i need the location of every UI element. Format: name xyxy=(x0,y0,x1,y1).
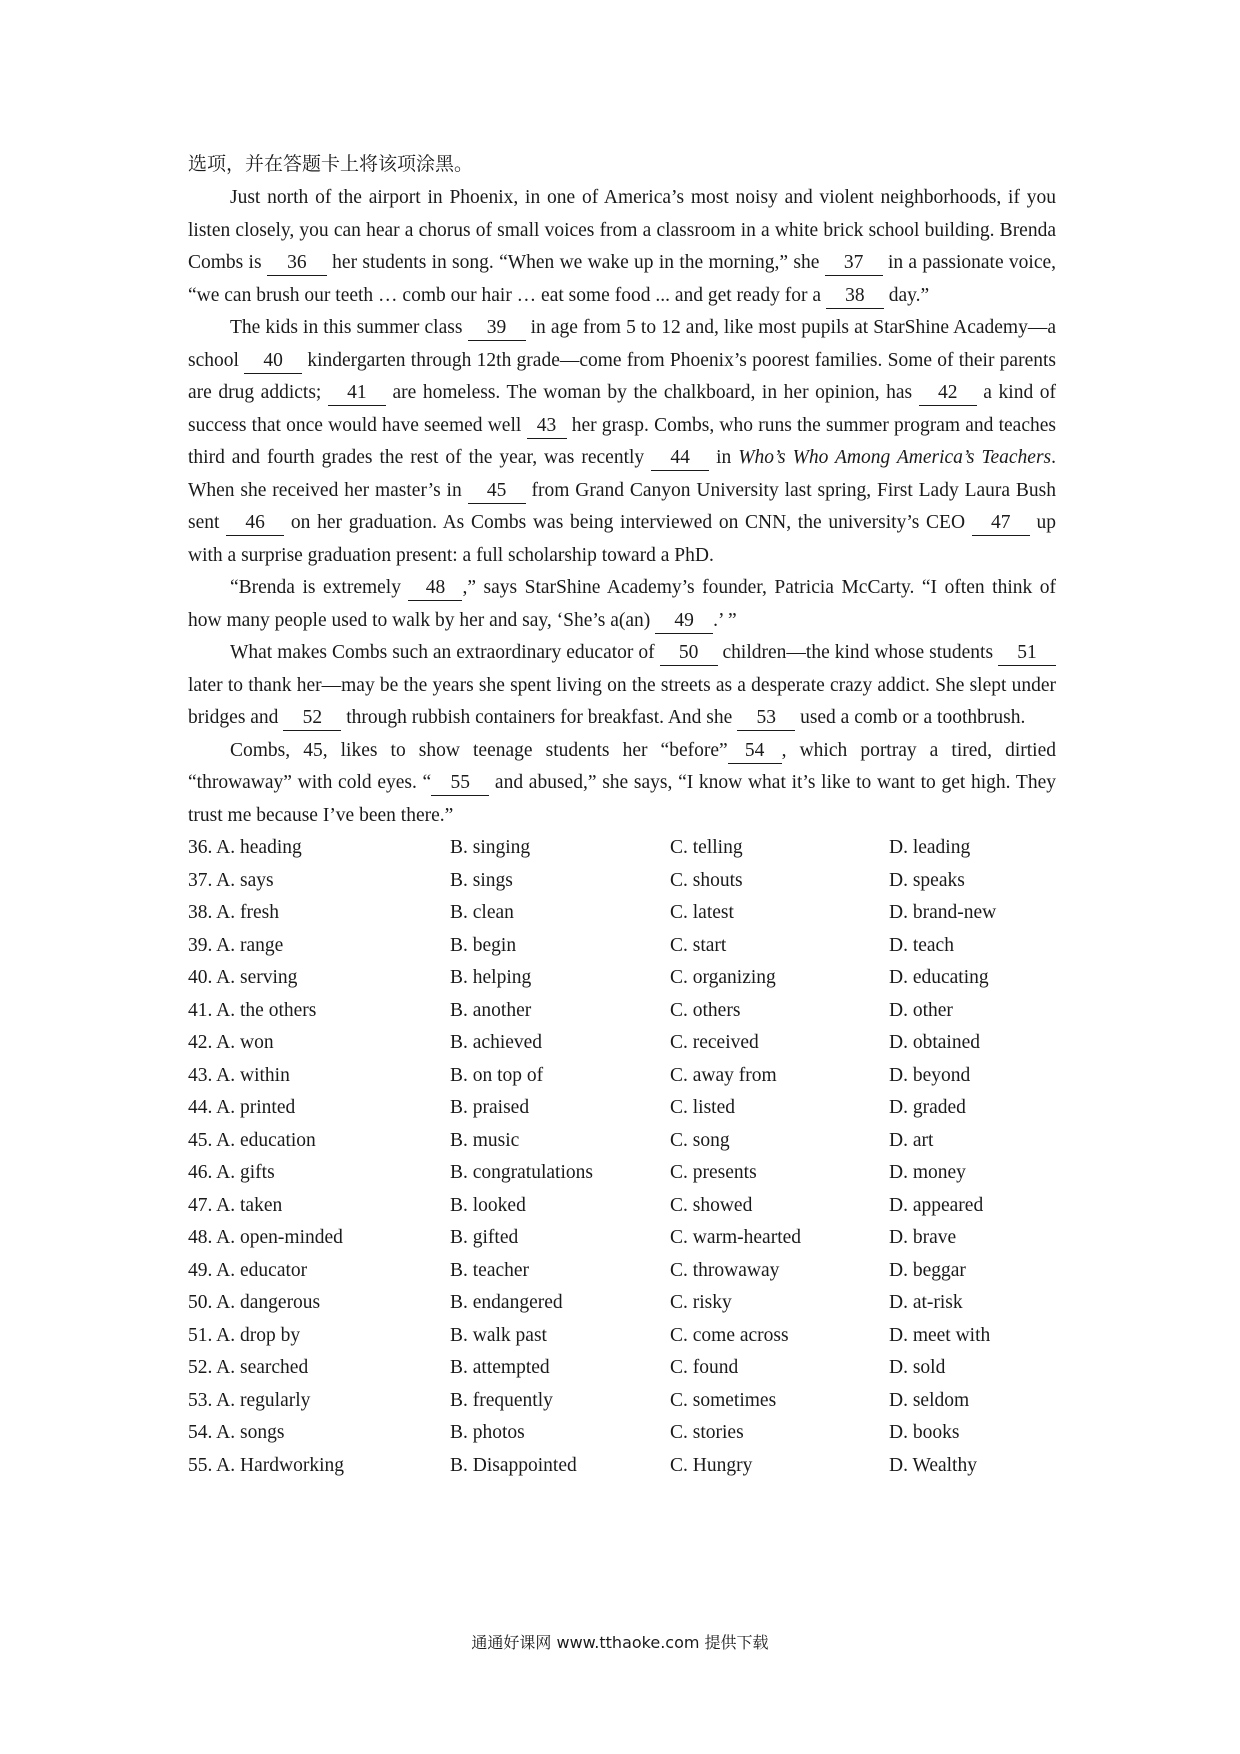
passage-text: and abused,” she says, “I know what it’s like to want to get high. They trust me because I’ve been there.” xyxy=(188,772,1056,826)
option-d: D. appeared xyxy=(889,1194,984,1216)
option-d: D. seldom xyxy=(889,1389,970,1411)
option-b: B. another xyxy=(450,999,532,1021)
option-a: 54. A. songs xyxy=(188,1422,285,1443)
option-b: B. music xyxy=(450,1129,520,1151)
blank-53: 53 xyxy=(737,706,795,731)
option-d: D. Wealthy xyxy=(889,1454,977,1476)
option-a: 49. A. educator xyxy=(188,1259,308,1281)
blank-37: 37 xyxy=(825,251,883,276)
option-c: C. start xyxy=(670,934,727,956)
blank-50: 50 xyxy=(660,641,718,666)
option-c: C. risky xyxy=(670,1292,732,1313)
passage-text: in xyxy=(709,447,739,468)
blank-39: 39 xyxy=(468,316,526,341)
option-d: D. graded xyxy=(889,1097,966,1118)
option-row xyxy=(188,1320,1056,1353)
option-d: D. brand-new xyxy=(889,902,997,923)
option-c: C. others xyxy=(670,999,741,1021)
option-b: B. endangered xyxy=(450,1292,563,1313)
option-c: C. organizing xyxy=(670,967,776,988)
option-a: 55. A. Hardworking xyxy=(188,1454,344,1476)
passage-text: day.” xyxy=(883,284,930,306)
option-d: D. money xyxy=(889,1162,966,1183)
option-b: B. teacher xyxy=(450,1259,530,1281)
passage-text: in a passionate voice, “we can brush our teeth … comb our hair … eat some food ... and get ready for a xyxy=(188,252,1057,306)
passage-paragraph-1 xyxy=(188,182,1056,312)
blank-43: 43 xyxy=(527,414,567,439)
passage-text: children—the kind whose students xyxy=(717,642,998,663)
option-a: 48. A. open-minded xyxy=(188,1227,343,1248)
option-a: 52. A. searched xyxy=(188,1357,309,1378)
option-row xyxy=(188,930,1056,963)
option-d: D. obtained xyxy=(889,1032,980,1053)
option-a: 50. A. dangerous xyxy=(188,1292,321,1313)
option-b: B. photos xyxy=(450,1422,525,1443)
option-row xyxy=(188,1157,1056,1190)
blank-40: 40 xyxy=(244,349,302,374)
option-d: D. books xyxy=(889,1422,960,1443)
option-d: D. speaks xyxy=(889,869,965,891)
option-a: 40. A. serving xyxy=(188,967,298,988)
option-b: B. looked xyxy=(450,1194,526,1216)
option-b: B. sings xyxy=(450,869,513,891)
option-row xyxy=(188,897,1056,930)
option-row xyxy=(188,1287,1056,1320)
option-row xyxy=(188,1417,1056,1450)
option-a: 47. A. taken xyxy=(188,1194,283,1216)
blank-47: 47 xyxy=(972,511,1030,536)
option-a: 45. A. education xyxy=(188,1129,316,1151)
option-c: C. latest xyxy=(670,902,734,923)
instruction-text: 选项，并在答题卡上将该项涂黑。 xyxy=(188,154,474,175)
option-c: C. shouts xyxy=(670,869,743,891)
option-d: D. other xyxy=(889,999,953,1021)
option-a: 43. A. within xyxy=(188,1064,290,1086)
option-d: D. art xyxy=(889,1129,934,1151)
option-b: B. achieved xyxy=(450,1032,543,1053)
option-d: D. beyond xyxy=(889,1064,971,1086)
option-a: 46. A. gifts xyxy=(188,1162,275,1183)
option-c: C. throwaway xyxy=(670,1259,780,1281)
option-c: C. Hungry xyxy=(670,1454,753,1476)
passage-text: The kids in this summer class xyxy=(230,317,468,338)
option-c: C. found xyxy=(670,1357,739,1378)
option-row xyxy=(188,1352,1056,1385)
option-d: D. teach xyxy=(889,934,954,956)
option-row xyxy=(188,1450,1056,1483)
option-c: C. away from xyxy=(670,1064,777,1086)
option-row xyxy=(188,1060,1056,1093)
option-c: C. listed xyxy=(670,1097,736,1118)
option-a: 39. A. range xyxy=(188,934,284,956)
option-c: C. telling xyxy=(670,837,743,858)
passage-text: later to thank her—may be the years she spent living on the streets as a desperate crazy addict. She slept under bridges and xyxy=(188,674,1056,728)
passage-text: , which portray a tired, dirtied “throwaway” with cold eyes. “ xyxy=(188,739,1056,793)
blank-51: 51 xyxy=(998,641,1056,666)
option-row xyxy=(188,1190,1056,1223)
exam-page xyxy=(188,148,1056,1482)
answer-options xyxy=(188,832,1056,1482)
option-b: B. begin xyxy=(450,934,517,956)
blank-44: 44 xyxy=(651,446,709,471)
option-b: B. singing xyxy=(450,837,531,858)
passage-text: “Brenda is extremely xyxy=(230,577,409,598)
option-d: D. beggar xyxy=(889,1259,966,1281)
blank-55: 55 xyxy=(431,771,489,796)
passage-text: her students in song. “When we wake up in the morning,” she xyxy=(326,252,825,273)
option-a: 44. A. printed xyxy=(188,1097,296,1118)
passage-text: are homeless. The woman by the chalkboard, in her opinion, has xyxy=(385,382,919,403)
option-row xyxy=(188,962,1056,995)
option-a: 37. A. says xyxy=(188,869,274,891)
option-d: D. leading xyxy=(889,837,971,858)
passage-text: through rubbish containers for breakfast. And she xyxy=(341,707,738,728)
option-a: 36. A. heading xyxy=(188,837,302,858)
option-row xyxy=(188,1027,1056,1060)
option-d: D. educating xyxy=(889,967,989,988)
passage-text: Combs, 45, likes to show teenage students her “before” xyxy=(230,739,728,761)
option-c: C. sometimes xyxy=(670,1389,777,1411)
option-c: C. come across xyxy=(670,1324,789,1346)
option-c: C. presents xyxy=(670,1162,757,1183)
option-b: B. on top of xyxy=(450,1064,544,1086)
passage-text: Just north of the airport in Phoenix, in one of America’s most noisy and violent neighborhoods, if you listen closely, you can hear a chorus of small voices from a classroom in a white brick school building. Brenda Combs is xyxy=(188,187,1056,273)
option-d: D. brave xyxy=(889,1227,957,1248)
option-b: B. helping xyxy=(450,967,532,988)
option-row xyxy=(188,1385,1056,1418)
option-b: B. congratulations xyxy=(450,1162,593,1183)
option-row xyxy=(188,832,1056,865)
passage-text: . When she received her master’s in xyxy=(188,447,1057,501)
option-row xyxy=(188,1092,1056,1125)
option-b: B. Disappointed xyxy=(450,1454,577,1476)
option-b: B. attempted xyxy=(450,1357,550,1378)
option-c: C. showed xyxy=(670,1194,753,1216)
option-d: D. sold xyxy=(889,1357,946,1378)
download-footer: 通通好课网 www.tthaoke.com 提供下载 xyxy=(471,1633,769,1652)
passage-text: What makes Combs such an extraordinary educator of xyxy=(230,642,660,663)
option-row xyxy=(188,1125,1056,1158)
blank-45: 45 xyxy=(468,479,526,504)
option-a: 38. A. fresh xyxy=(188,902,279,923)
passage-text: her grasp. Combs, who runs the summer program and teaches third and fourth grades the rest of the year, was recently xyxy=(188,414,1056,468)
option-b: B. walk past xyxy=(450,1324,547,1346)
italic-book-title: Who’s Who Among America’s Teachers xyxy=(738,447,1052,468)
blank-46: 46 xyxy=(226,511,284,536)
option-b: B. frequently xyxy=(450,1389,553,1411)
passage-text: used a comb or a toothbrush. xyxy=(795,707,1026,728)
blank-38: 38 xyxy=(826,284,884,309)
option-c: C. warm-hearted xyxy=(670,1227,802,1248)
option-b: B. clean xyxy=(450,902,514,923)
option-a: 51. A. drop by xyxy=(188,1324,301,1346)
passage-text: ,” says StarShine Academy’s founder, Patricia McCarty. “I often think of how many people used to walk by her and say, ‘She’s a(an) xyxy=(188,577,1056,631)
passage-text: up with a surprise graduation present: a full scholarship toward a PhD. xyxy=(188,512,1056,566)
option-c: C. song xyxy=(670,1129,730,1151)
blank-49: 49 xyxy=(655,609,713,634)
option-c: C. stories xyxy=(670,1422,744,1443)
passage-text: .’ ” xyxy=(713,609,737,631)
blank-41: 41 xyxy=(328,381,386,406)
option-d: D. at-risk xyxy=(889,1292,963,1313)
blank-48: 48 xyxy=(408,576,462,601)
option-row xyxy=(188,865,1056,898)
passage-text: on her graduation. As Combs was being interviewed on CNN, the university’s CEO xyxy=(284,512,972,533)
blank-42: 42 xyxy=(919,381,977,406)
passage-text: kindergarten through 12th grade—come from Phoenix’s poorest families. Some of their parents are drug addicts; xyxy=(188,349,1056,403)
cloze-passage xyxy=(188,182,1056,832)
option-a: 53. A. regularly xyxy=(188,1389,311,1411)
option-row xyxy=(188,1222,1056,1255)
blank-54: 54 xyxy=(728,739,782,764)
passage-paragraph-4 xyxy=(188,637,1056,735)
option-a: 41. A. the others xyxy=(188,999,317,1021)
blank-36: 36 xyxy=(267,251,327,276)
option-a: 42. A. won xyxy=(188,1032,274,1053)
passage-text: from Grand Canyon University last spring, First Lady Laura Bush sent xyxy=(188,479,1057,533)
passage-paragraph-5 xyxy=(188,735,1056,833)
option-b: B. praised xyxy=(450,1097,530,1118)
passage-paragraph-2 xyxy=(188,312,1056,572)
passage-paragraph-3 xyxy=(188,572,1056,637)
passage-text: in age from 5 to 12 and, like most pupils at StarShine Academy—a school xyxy=(188,317,1056,371)
blank-52: 52 xyxy=(283,706,341,731)
option-d: D. meet with xyxy=(889,1324,991,1346)
option-row xyxy=(188,995,1056,1028)
option-c: C. received xyxy=(670,1032,759,1053)
option-row xyxy=(188,1255,1056,1288)
option-b: B. gifted xyxy=(450,1227,519,1248)
passage-text: a kind of success that once would have seemed well xyxy=(188,382,1057,436)
